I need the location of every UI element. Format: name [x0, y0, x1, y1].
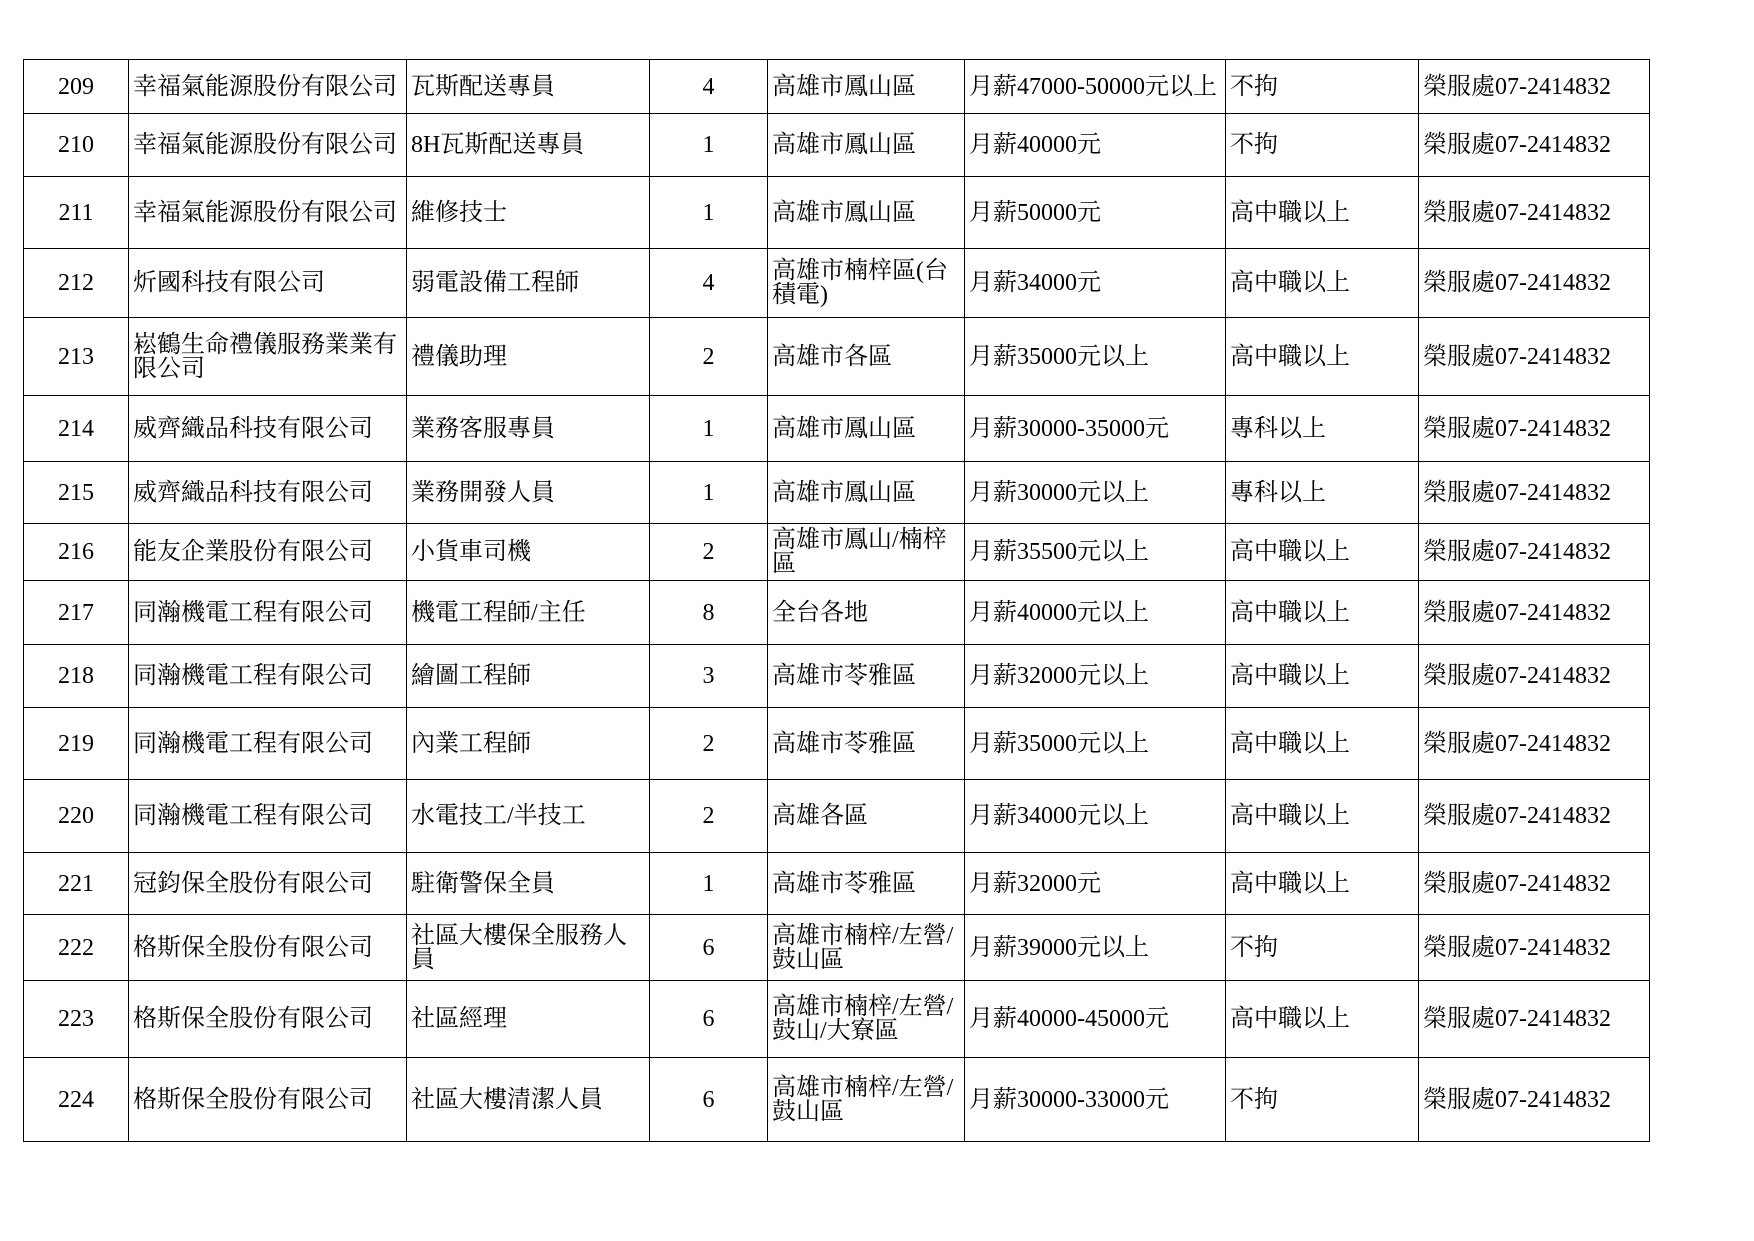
- salary-cell: 月薪34000元以上: [965, 780, 1226, 853]
- location-cell: 高雄市鳳山區: [768, 462, 965, 524]
- headcount-cell: 6: [650, 915, 768, 981]
- position-cell: 社區大樓清潔人員: [407, 1058, 650, 1142]
- position-cell: 8H瓦斯配送專員: [407, 114, 650, 177]
- company-name-cell: 格斯保全股份有限公司: [129, 915, 407, 981]
- table-row: [24, 1058, 1650, 1142]
- job-number-cell: 213: [24, 318, 129, 396]
- education-cell: 高中職以上: [1226, 318, 1419, 396]
- education-cell: 不拘: [1226, 915, 1419, 981]
- position-cell: 社區經理: [407, 981, 650, 1058]
- education-cell: 高中職以上: [1226, 249, 1419, 318]
- education-cell: 不拘: [1226, 114, 1419, 177]
- table-row: [24, 581, 1650, 645]
- contact-cell: 榮服處07-2414832: [1419, 780, 1650, 853]
- position-cell: 業務客服專員: [407, 396, 650, 462]
- job-number-cell: 216: [24, 524, 129, 581]
- location-cell: 高雄市楠梓/左營/鼓山區: [768, 915, 965, 981]
- company-name-cell: 格斯保全股份有限公司: [129, 1058, 407, 1142]
- location-cell: 高雄各區: [768, 780, 965, 853]
- location-cell: 高雄市鳳山區: [768, 114, 965, 177]
- company-name-cell: 幸福氣能源股份有限公司: [129, 60, 407, 114]
- education-cell: 高中職以上: [1226, 853, 1419, 915]
- table-row: [24, 462, 1650, 524]
- salary-cell: 月薪30000-33000元: [965, 1058, 1226, 1142]
- position-cell: 繪圖工程師: [407, 645, 650, 708]
- headcount-cell: 6: [650, 981, 768, 1058]
- salary-cell: 月薪32000元: [965, 853, 1226, 915]
- headcount-cell: 1: [650, 114, 768, 177]
- location-cell: 高雄市鳳山/楠梓區: [768, 524, 965, 581]
- job-listing-table: [23, 59, 1650, 1142]
- salary-cell: 月薪35500元以上: [965, 524, 1226, 581]
- job-number-cell: 223: [24, 981, 129, 1058]
- position-cell: 駐衛警保全員: [407, 853, 650, 915]
- education-cell: 不拘: [1226, 1058, 1419, 1142]
- position-cell: 內業工程師: [407, 708, 650, 780]
- table-row: [24, 114, 1650, 177]
- salary-cell: 月薪34000元: [965, 249, 1226, 318]
- table-row: [24, 853, 1650, 915]
- location-cell: 高雄市楠梓區(台積電): [768, 249, 965, 318]
- headcount-cell: 2: [650, 524, 768, 581]
- table-row: [24, 708, 1650, 780]
- location-cell: 高雄市楠梓/左營/鼓山/大寮區: [768, 981, 965, 1058]
- table-row: [24, 780, 1650, 853]
- headcount-cell: 1: [650, 853, 768, 915]
- location-cell: 高雄市鳳山區: [768, 396, 965, 462]
- salary-cell: 月薪35000元以上: [965, 708, 1226, 780]
- contact-cell: 榮服處07-2414832: [1419, 396, 1650, 462]
- salary-cell: 月薪40000元以上: [965, 581, 1226, 645]
- location-cell: 高雄市楠梓/左營/鼓山區: [768, 1058, 965, 1142]
- headcount-cell: 4: [650, 249, 768, 318]
- job-number-cell: 218: [24, 645, 129, 708]
- salary-cell: 月薪40000-45000元: [965, 981, 1226, 1058]
- job-number-cell: 209: [24, 60, 129, 114]
- salary-cell: 月薪35000元以上: [965, 318, 1226, 396]
- headcount-cell: 2: [650, 780, 768, 853]
- company-name-cell: 能友企業股份有限公司: [129, 524, 407, 581]
- location-cell: 高雄市鳳山區: [768, 177, 965, 249]
- table-row: [24, 177, 1650, 249]
- headcount-cell: 1: [650, 396, 768, 462]
- table-row: [24, 915, 1650, 981]
- position-cell: 維修技士: [407, 177, 650, 249]
- location-cell: 高雄市苓雅區: [768, 708, 965, 780]
- position-cell: 水電技工/半技工: [407, 780, 650, 853]
- education-cell: 不拘: [1226, 60, 1419, 114]
- education-cell: 高中職以上: [1226, 581, 1419, 645]
- company-name-cell: 同瀚機電工程有限公司: [129, 780, 407, 853]
- location-cell: 高雄市苓雅區: [768, 645, 965, 708]
- education-cell: 高中職以上: [1226, 645, 1419, 708]
- education-cell: 專科以上: [1226, 462, 1419, 524]
- contact-cell: 榮服處07-2414832: [1419, 1058, 1650, 1142]
- company-name-cell: 炘國科技有限公司: [129, 249, 407, 318]
- job-number-cell: 222: [24, 915, 129, 981]
- salary-cell: 月薪30000元以上: [965, 462, 1226, 524]
- contact-cell: 榮服處07-2414832: [1419, 177, 1650, 249]
- education-cell: 高中職以上: [1226, 780, 1419, 853]
- table-row: [24, 60, 1650, 114]
- headcount-cell: 3: [650, 645, 768, 708]
- company-name-cell: 幸福氣能源股份有限公司: [129, 114, 407, 177]
- company-name-cell: 同瀚機電工程有限公司: [129, 581, 407, 645]
- education-cell: 高中職以上: [1226, 177, 1419, 249]
- headcount-cell: 4: [650, 60, 768, 114]
- headcount-cell: 1: [650, 177, 768, 249]
- position-cell: 禮儀助理: [407, 318, 650, 396]
- education-cell: 高中職以上: [1226, 524, 1419, 581]
- company-name-cell: 崧鶴生命禮儀服務業業有限公司: [129, 318, 407, 396]
- company-name-cell: 同瀚機電工程有限公司: [129, 645, 407, 708]
- location-cell: 全台各地: [768, 581, 965, 645]
- job-number-cell: 219: [24, 708, 129, 780]
- contact-cell: 榮服處07-2414832: [1419, 114, 1650, 177]
- salary-cell: 月薪47000-50000元以上: [965, 60, 1226, 114]
- table-row: [24, 524, 1650, 581]
- table-row: [24, 396, 1650, 462]
- job-number-cell: 217: [24, 581, 129, 645]
- company-name-cell: 同瀚機電工程有限公司: [129, 708, 407, 780]
- table-row: [24, 249, 1650, 318]
- position-cell: 小貨車司機: [407, 524, 650, 581]
- job-number-cell: 210: [24, 114, 129, 177]
- contact-cell: 榮服處07-2414832: [1419, 981, 1650, 1058]
- job-number-cell: 220: [24, 780, 129, 853]
- education-cell: 高中職以上: [1226, 981, 1419, 1058]
- job-table-body: [24, 60, 1650, 1142]
- contact-cell: 榮服處07-2414832: [1419, 318, 1650, 396]
- job-number-cell: 212: [24, 249, 129, 318]
- salary-cell: 月薪32000元以上: [965, 645, 1226, 708]
- position-cell: 業務開發人員: [407, 462, 650, 524]
- location-cell: 高雄市鳳山區: [768, 60, 965, 114]
- education-cell: 專科以上: [1226, 396, 1419, 462]
- company-name-cell: 威齊織品科技有限公司: [129, 396, 407, 462]
- contact-cell: 榮服處07-2414832: [1419, 915, 1650, 981]
- headcount-cell: 1: [650, 462, 768, 524]
- contact-cell: 榮服處07-2414832: [1419, 524, 1650, 581]
- position-cell: 瓦斯配送專員: [407, 60, 650, 114]
- contact-cell: 榮服處07-2414832: [1419, 645, 1650, 708]
- contact-cell: 榮服處07-2414832: [1419, 853, 1650, 915]
- company-name-cell: 冠鈞保全股份有限公司: [129, 853, 407, 915]
- position-cell: 弱電設備工程師: [407, 249, 650, 318]
- contact-cell: 榮服處07-2414832: [1419, 60, 1650, 114]
- position-cell: 機電工程師/主任: [407, 581, 650, 645]
- company-name-cell: 威齊織品科技有限公司: [129, 462, 407, 524]
- education-cell: 高中職以上: [1226, 708, 1419, 780]
- job-number-cell: 211: [24, 177, 129, 249]
- job-number-cell: 214: [24, 396, 129, 462]
- salary-cell: 月薪30000-35000元: [965, 396, 1226, 462]
- position-cell: 社區大樓保全服務人員: [407, 915, 650, 981]
- headcount-cell: 2: [650, 318, 768, 396]
- salary-cell: 月薪50000元: [965, 177, 1226, 249]
- contact-cell: 榮服處07-2414832: [1419, 462, 1650, 524]
- table-row: [24, 645, 1650, 708]
- contact-cell: 榮服處07-2414832: [1419, 581, 1650, 645]
- salary-cell: 月薪40000元: [965, 114, 1226, 177]
- company-name-cell: 格斯保全股份有限公司: [129, 981, 407, 1058]
- company-name-cell: 幸福氣能源股份有限公司: [129, 177, 407, 249]
- headcount-cell: 2: [650, 708, 768, 780]
- job-number-cell: 215: [24, 462, 129, 524]
- job-number-cell: 224: [24, 1058, 129, 1142]
- location-cell: 高雄市各區: [768, 318, 965, 396]
- location-cell: 高雄市苓雅區: [768, 853, 965, 915]
- contact-cell: 榮服處07-2414832: [1419, 708, 1650, 780]
- contact-cell: 榮服處07-2414832: [1419, 249, 1650, 318]
- table-row: [24, 981, 1650, 1058]
- headcount-cell: 8: [650, 581, 768, 645]
- salary-cell: 月薪39000元以上: [965, 915, 1226, 981]
- job-number-cell: 221: [24, 853, 129, 915]
- headcount-cell: 6: [650, 1058, 768, 1142]
- table-row: [24, 318, 1650, 396]
